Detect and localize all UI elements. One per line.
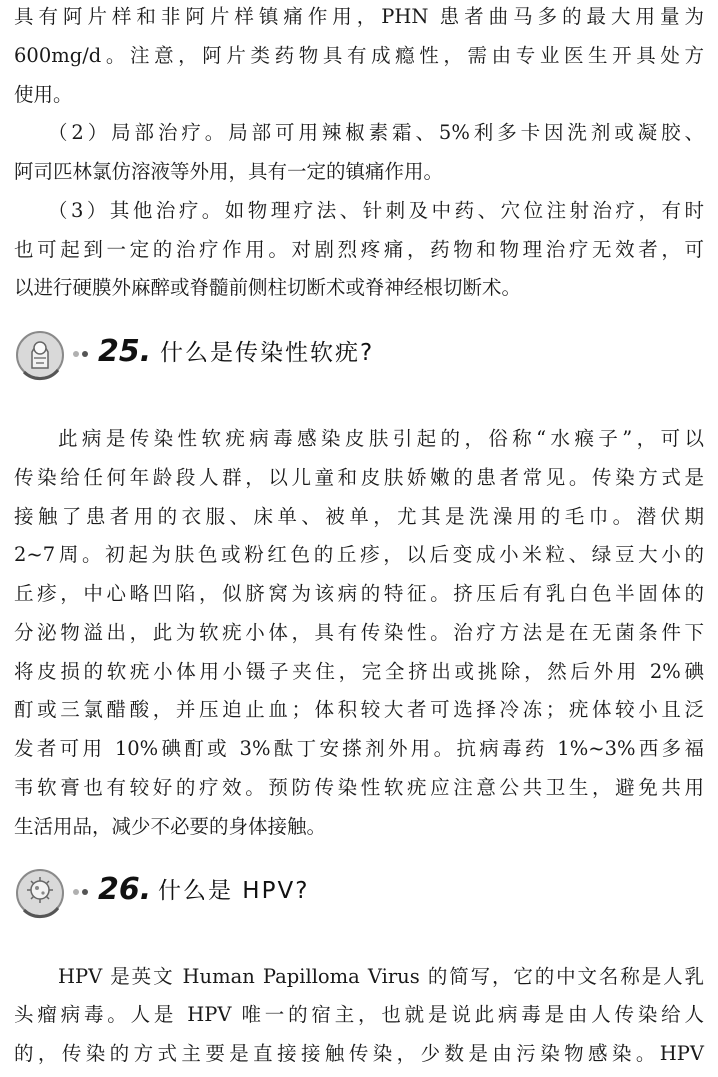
q25-line-10: 韦软膏也有较好的疗效。预防传染性软疣应注意公共卫生，避免共用 xyxy=(14,776,704,799)
q25-line-11: 生活用品，减少不必要的身体接触。 xyxy=(14,815,327,838)
q25-line-8: 酊或三氯醋酸，并压迫止血；体积较大者可选择冷冻；疣体较小且泛 xyxy=(14,698,704,721)
intro-line-1: 具有阿片样和非阿片样镇痛作用，PHN 患者曲马多的最大用量为 xyxy=(14,5,704,28)
question-25-title: 什么是传染性软疣? xyxy=(160,340,375,366)
q25-line-4: 2~7周。初起为肤色或粉红色的丘疹，以后变成小米粒、绿豆大小的 xyxy=(14,543,704,566)
q26-line-3: 的，传染的方式主要是直接接触传染，少数是由污染物感染。HPV xyxy=(14,1042,704,1065)
q25-line-1: 此病是传染性软疣病毒感染皮肤引起的，俗称“水瘊子”，可以 xyxy=(58,427,704,450)
question-26-title: 什么是 HPV? xyxy=(158,878,310,904)
intro-line-5: 阿司匹林氯仿溶液等外用，具有一定的镇痛作用。 xyxy=(14,160,444,183)
q25-line-7: 将皮损的软疣小体用小镊子夹住，完全挤出或挑除，然后外用 2%碘 xyxy=(14,660,704,683)
q25-line-3: 接触了患者用的衣服、床单、被单，尤其是洗澡用的毛巾。潜伏期 xyxy=(14,505,704,528)
q25-line-6: 分泌物溢出，此为软疣小体，具有传染性。治疗方法是在无菌条件下 xyxy=(14,621,704,644)
intro-line-8: 以进行硬膜外麻醉或脊髓前侧柱切断术或脊神经根切断术。 xyxy=(14,276,522,299)
intro-line-2: 600mg/d。注意，阿片类药物具有成瘾性，需由专业医生开具处方 xyxy=(14,44,704,67)
q26-line-2: 头瘤病毒。人是 HPV 唯一的宿主，也就是说此病毒是由人传染给人 xyxy=(14,1003,704,1026)
question-26-number: 26. xyxy=(98,872,152,907)
bullet-dots-icon xyxy=(72,886,96,898)
q26-line-1: HPV 是英文 Human Papilloma Virus 的简写，它的中文名称是人乳 xyxy=(58,965,704,988)
intro-line-3: 使用。 xyxy=(14,83,73,106)
intro-line-6: （3）其他治疗。如物理疗法、针刺及中药、穴位注射治疗，有时 xyxy=(48,199,704,222)
intro-line-4: （2）局部治疗。局部可用辣椒素霜、5%利多卡因洗剂或凝胶、 xyxy=(48,121,704,144)
question-25-number: 25. xyxy=(98,334,152,369)
virus-icon xyxy=(14,866,70,920)
intro-line-7: 也可起到一定的治疗作用。对剧烈疼痛，药物和物理治疗无效者，可 xyxy=(14,238,704,261)
question-26-heading xyxy=(12,864,702,922)
question-25-heading xyxy=(12,326,702,384)
q25-line-2: 传染给任何年龄段人群，以儿童和皮肤娇嫩的患者常见。传染方式是 xyxy=(14,466,704,489)
doctor-icon xyxy=(14,328,70,382)
q25-line-9: 发者可用 10%碘酊或 3%酞丁安搽剂外用。抗病毒药 1%~3%西多福 xyxy=(14,737,704,760)
q25-line-5: 丘疹，中心略凹陷，似脐窝为该病的特征。挤压后有乳白色半固体的 xyxy=(14,582,704,605)
bullet-dots-icon xyxy=(72,348,96,360)
